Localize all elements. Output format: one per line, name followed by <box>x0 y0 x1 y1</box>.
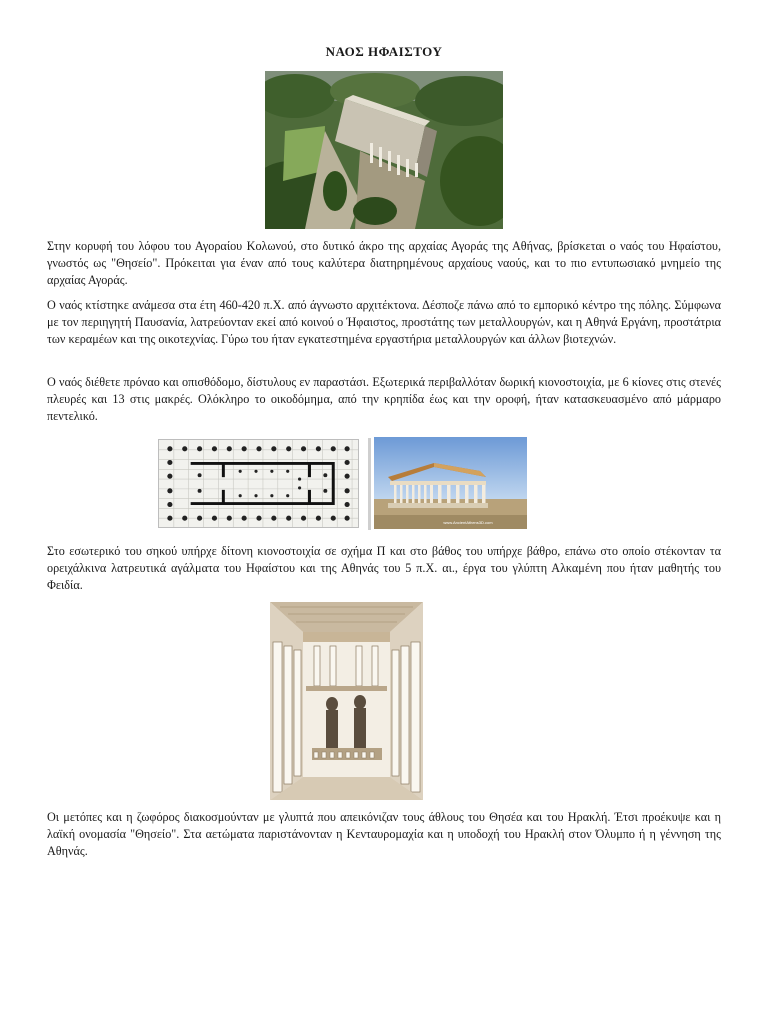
paragraph-architecture: Ο ναός διέθετε πρόναο και οπισθόδομο, δίστυλους εν παραστάσι. Εξωτερικά περιβαλλόταν δωρική κιονοστοιχία, με 6 κίονες στις στενές πλευρές και 13 στις μακρές. Ολόκληρο το οικοδόμημα, από την κρηπίδα έως και την οροφή, ήταν κατασκευασμένο από μάρμαρο πεντελικό. <box>47 375 721 423</box>
temple-3d-render <box>374 437 527 529</box>
paragraph-interior: Στο εσωτερικό του σηκού υπήρχε δίτονη κιονοστοιχία σε σχήμα Π και στο βάθος του υπήρχε βάθρο, επάνω στο οποίο στέκονταν τα ορειχάλκινα λατρευτικά αγάλματα του Ηφαίστου και της Αθηνάς του 5 π.Χ. αι., έργα του γλύπτη Αλκαμένη που ήταν μαθητής του Φειδία. <box>47 544 721 592</box>
paragraph-location: Στην κορυφή του λόφου του Αγοραίου Κολωνού, στο δυτικό άκρο της αρχαίας Αγοράς της Αθήνας, βρίσκεται ο ναός του Ηφαίστου, γνωστός ως "Θησείο". Πρόκειται για έναν από τους καλύτερα διατηρημένους αρχαίους ναούς, και το πιο εντυπωσιακό μνημείο της αρχαίας Αγοράς. <box>47 239 721 287</box>
temple-aerial-photo <box>265 71 503 229</box>
watermark-text: www.AncientAthens3D.com <box>443 520 493 525</box>
temple-interior-drawing <box>270 602 423 800</box>
image-divider <box>368 438 371 530</box>
paragraph-decoration: Οι μετόπες και η ζωφόρος διακοσμούνταν με γλυπτά που απεικόνιζαν τους άθλους του Θησέα και του Ηρακλή. Έτσι προέκυψε και η λαϊκή ονομασία "Θησείο". Στα αετώματα παριστάνονταν η Κενταυρομαχία και η υποδοχή του Ηρακλή στον Όλυμπο ή η γέννηση της Αθηνάς. <box>47 810 721 858</box>
page-title: ΝΑΟΣ ΗΦΑΙΣΤΟΥ <box>325 44 443 59</box>
paragraph-history: Ο ναός κτίστηκε ανάμεσα στα έτη 460-420 π.Χ. από άγνωστο αρχιτέκτονα. Δέσποζε πάνω από το εμπορικό κέντρο της πόλης. Σύμφωνα με τον περιηγητή Παυσανία, λατρεύονταν εκεί από κοινού ο Ήφαιστος, προστάτης των μεταλλουργών, και η Αθηνά Εργάνη, προστάτρια των κεραμέων και της οικοτεχνίας. Γύρω του ήταν εγκατεστημένα εργαστήρια μεταλλουργών και άλλων βιοτεχνών. <box>47 298 721 346</box>
temple-floor-plan <box>158 439 359 528</box>
